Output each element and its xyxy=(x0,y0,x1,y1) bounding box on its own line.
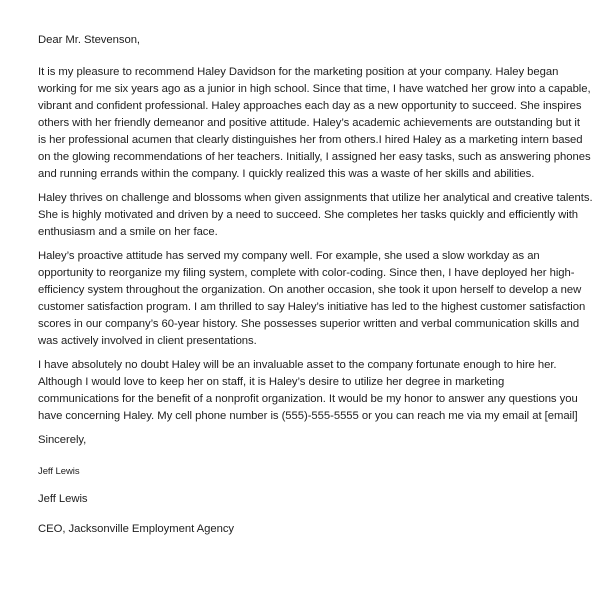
sender-name: Jeff Lewis xyxy=(38,493,88,505)
paragraph-1 xyxy=(38,64,591,183)
paragraph-line: have concerning Haley. My cell phone number is (555)-555-5555 or you can reach me via my email at [email] xyxy=(38,410,578,422)
paragraph-line: customer satisfaction program. I am thrilled to say Haley’s initiative has led to the highest customer satisfaction xyxy=(38,301,586,313)
paragraph-line: It is my pleasure to recommend Haley Davidson for the marketing position at your company. Haley began xyxy=(38,66,559,78)
closing: Sincerely, xyxy=(38,434,87,446)
paragraph-line: on the glowing recommendations of her teachers. Initially, I assigned her easy tasks, such as answering phones xyxy=(38,151,591,163)
paragraph-2 xyxy=(38,190,593,241)
paragraph-line: I have absolutely no doubt Haley will be an invaluable asset to the company fortunate enough to hire her. xyxy=(38,359,557,371)
paragraph-line: Haley thrives on challenge and blossoms when given assignments that utilize her analytical and creative talents. xyxy=(38,192,593,204)
paragraph-3 xyxy=(38,248,586,350)
paragraph-line: others with her friendly demeanor and positive attitude. Haley’s academic achievements are outstanding but it xyxy=(38,117,580,129)
paragraph-line: efficiency system throughout the organization. On another occasion, she took it upon herself to develop a new xyxy=(38,284,582,296)
paragraph-line: communications for the benefit of a nonprofit organization. It would be my honor to answer any questions you xyxy=(38,393,578,405)
paragraph-line: enthusiasm and a smile on her face. xyxy=(38,226,218,238)
sender-title: CEO, Jacksonville Employment Agency xyxy=(38,523,235,535)
signature: Jeff Lewis xyxy=(38,466,80,477)
salutation: Dear Mr. Stevenson, xyxy=(38,34,141,46)
paragraph-line: Haley’s proactive attitude has served my company well. For example, she used a slow workday as an xyxy=(38,250,540,262)
paragraph-line: is her professional acumen that clearly distinguishes her from others.I hired Haley as a marketing intern based xyxy=(38,134,583,146)
paragraph-line: opportunity to reorganize my filing system, complete with color-coding. Since then, I have deployed her high- xyxy=(38,267,575,279)
paragraph-4 xyxy=(38,357,578,425)
paragraph-line: was actively involved in client presentations. xyxy=(38,335,257,347)
paragraph-line: She is highly motivated and driven by a need to succeed. She completes her tasks quickly and efficiently with xyxy=(38,209,579,221)
paragraph-line: Although I would love to keep her on staff, it is Haley’s desire to utilize her degree in marketing xyxy=(38,376,505,388)
paragraph-line: scores in our company’s 60-year history. She possesses superior written and verbal communication skills and xyxy=(38,318,580,330)
paragraph-line: vibrant and confident professional. Haley approaches each day as a new opportunity to succeed. She inspires xyxy=(38,100,582,112)
paragraph-line: and running errands within the company. I quickly realized this was a waste of her skills and abilities. xyxy=(38,168,535,180)
paragraph-line: working for me six years ago as a junior in high school. Since that time, I have watched her grow into a capable, xyxy=(38,83,591,95)
